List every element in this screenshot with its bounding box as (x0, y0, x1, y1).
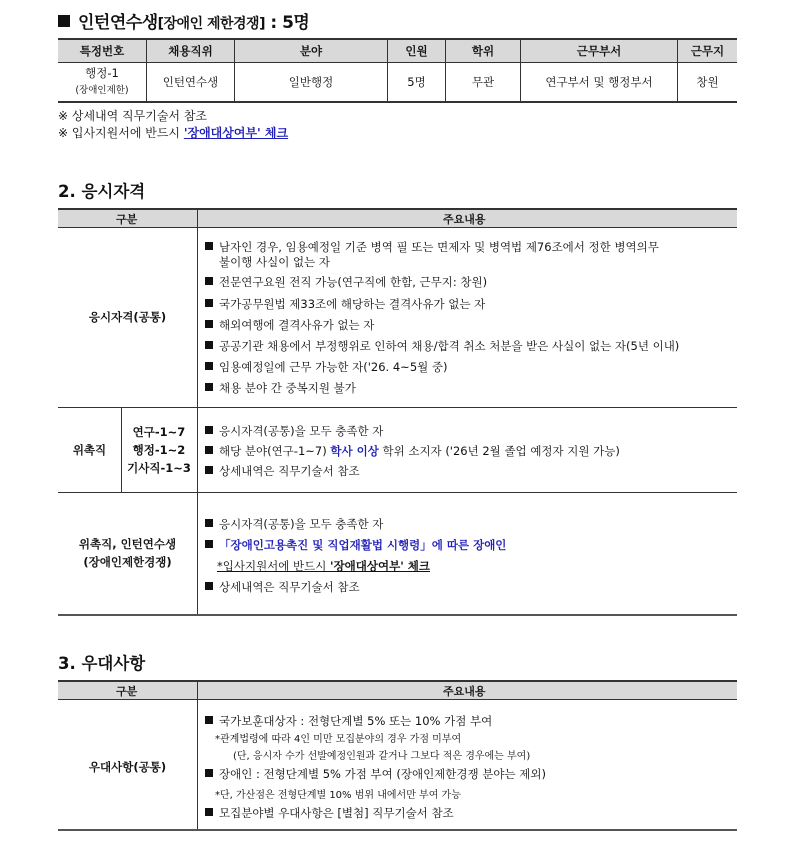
bullet-icon (205, 582, 213, 590)
list-item: 국가공무원법 제33조에 해당하는 결격사유가 없는 자 (205, 297, 730, 312)
intern-label: 위촉직, 인턴연수생 (장애인제한경쟁) (78, 537, 177, 569)
list-item: 모집분야별 우대사항은 [별첨] 직무기술서 참조 (205, 806, 730, 821)
list-item: 해외여행에 결격사유가 없는 자 (205, 318, 730, 333)
cell-location: 창원 (678, 63, 738, 103)
table-bottom-border (58, 829, 737, 831)
col-header-location: 근무지 (678, 39, 738, 63)
bullet-icon (205, 466, 213, 474)
sub-note: *관계법령에 따라 4인 미만 모집분야의 경우 가점 미부여 (215, 734, 462, 745)
list-item: 공공기관 채용에서 부정행위로 인하여 채용/합격 취소 처분을 받은 사실이 없는 자(5년 이내) (205, 339, 730, 354)
list-item: 임용예정일에 근무 가능한 자('26. 4~5월 중) (205, 360, 730, 375)
bullet-icon (205, 383, 213, 391)
col-header-degree: 학위 (446, 39, 521, 63)
commission-sub-admin: 행정-1~2 (132, 443, 186, 457)
column-divider (197, 682, 198, 830)
section3-header (58, 680, 737, 700)
list-item: 국가보훈대상자 : 전형단계별 5% 또는 10% 가점 부여 (205, 714, 730, 729)
disability-check-note: *입사지원서에 반드시 '장애대상여부' 체크 (217, 559, 430, 573)
cell-degree: 무관 (446, 63, 521, 103)
list-item: 상세내역은 직무기술서 참조 (205, 464, 730, 479)
bullet-icon (205, 341, 213, 349)
bullet-icon (205, 426, 213, 434)
note-job-description: ※ 상세내역 직무기술서 참조 (58, 109, 208, 123)
row-divider (58, 407, 737, 408)
cell-dept: 연구부서 및 행정부서 (521, 63, 678, 103)
cell-field: 일반행정 (235, 63, 388, 103)
note-disability-check: ※ 입사지원서에 반드시 '장애대상여부' 체크 (58, 126, 289, 140)
list-item: 「장애인고용촉진 및 직업재활법 시행령」에 따른 장애인 (205, 538, 730, 553)
list-item: 응시자격(공통)을 모두 충족한 자 (205, 517, 730, 532)
list-item: 응시자격(공통)을 모두 충족한 자 (205, 424, 730, 439)
bullet-icon (205, 769, 213, 777)
column-divider (197, 210, 198, 615)
commission-label: 위촉직 (72, 443, 107, 457)
header-category: 구분 (116, 213, 138, 226)
square-bullet-icon (58, 15, 70, 27)
header-content: 주요내용 (443, 213, 486, 226)
bullet-icon (205, 519, 213, 527)
list-item: 상세내역은 직무기술서 참조 (205, 580, 730, 595)
bullet-icon (205, 716, 213, 724)
col-header-position: 채용직위 (147, 39, 235, 63)
bullet-icon (205, 808, 213, 816)
cell-code: 행정-1 (장애인제한) (58, 63, 147, 103)
row-divider (58, 492, 737, 493)
list-item: 전문연구요원 전직 가능(연구직에 한함, 근무지: 창원) (205, 275, 730, 290)
table-header-row (58, 39, 737, 63)
col-header-field: 분야 (235, 39, 388, 63)
common-qualification-label: 응시자격(공통) (88, 310, 167, 324)
list-item-continuation: 불이행 사실이 없는 자 (219, 255, 330, 269)
table-row (58, 63, 737, 103)
bullet-icon (205, 242, 213, 250)
section2-title: 2. 응시자격 (58, 182, 146, 201)
commission-sub-research: 연구-1~7 (132, 425, 186, 439)
header-content: 주요내용 (443, 685, 486, 698)
commission-sub-technician: 기사직-1~3 (127, 461, 191, 475)
list-item: 남자인 경우, 임용예정일 기준 병역 필 또는 면제자 및 병역법 제76조에서 정한 병역의무 (205, 240, 730, 255)
list-item: 장애인 : 전형단계별 5% 가점 부여 (장애인제한경쟁 분야는 제외) (205, 767, 730, 782)
list-item: 채용 분야 간 중복지원 불가 (205, 381, 730, 396)
section1-title: 인턴연수생[장애인 제한경쟁] : 5명 (58, 8, 309, 33)
table-bottom-border (58, 614, 737, 616)
recruitment-table (58, 38, 737, 103)
list-item: 해당 분야(연구-1~7) 학사 이상 학위 소지자 ('26년 2월 졸업 예정자 지원 가능) (205, 444, 730, 459)
bullet-icon (205, 299, 213, 307)
bullet-icon (205, 446, 213, 454)
header-category: 구분 (116, 685, 138, 698)
preference-label: 우대사항(공통) (88, 760, 167, 774)
cell-count: 5명 (388, 63, 446, 103)
sub-note: (단, 응시자 수가 선발예정인원과 같거나 그보다 적은 경우에는 부여) (233, 751, 531, 762)
col-header-count: 인원 (388, 39, 446, 63)
disability-check-link[interactable]: '장애대상여부' 체크 (183, 126, 289, 140)
section3-title: 3. 우대사항 (58, 654, 146, 673)
cell-position: 인턴연수생 (147, 63, 235, 103)
bullet-icon (205, 362, 213, 370)
col-header-code: 특정번호 (58, 39, 147, 63)
section2-header (58, 208, 737, 228)
col-header-dept: 근무부서 (521, 39, 678, 63)
bullet-icon (205, 320, 213, 328)
sub-note: *단, 가산점은 전형단계별 10% 범위 내에서만 부여 가능 (215, 790, 461, 801)
bullet-icon (205, 277, 213, 285)
bullet-icon (205, 540, 213, 548)
